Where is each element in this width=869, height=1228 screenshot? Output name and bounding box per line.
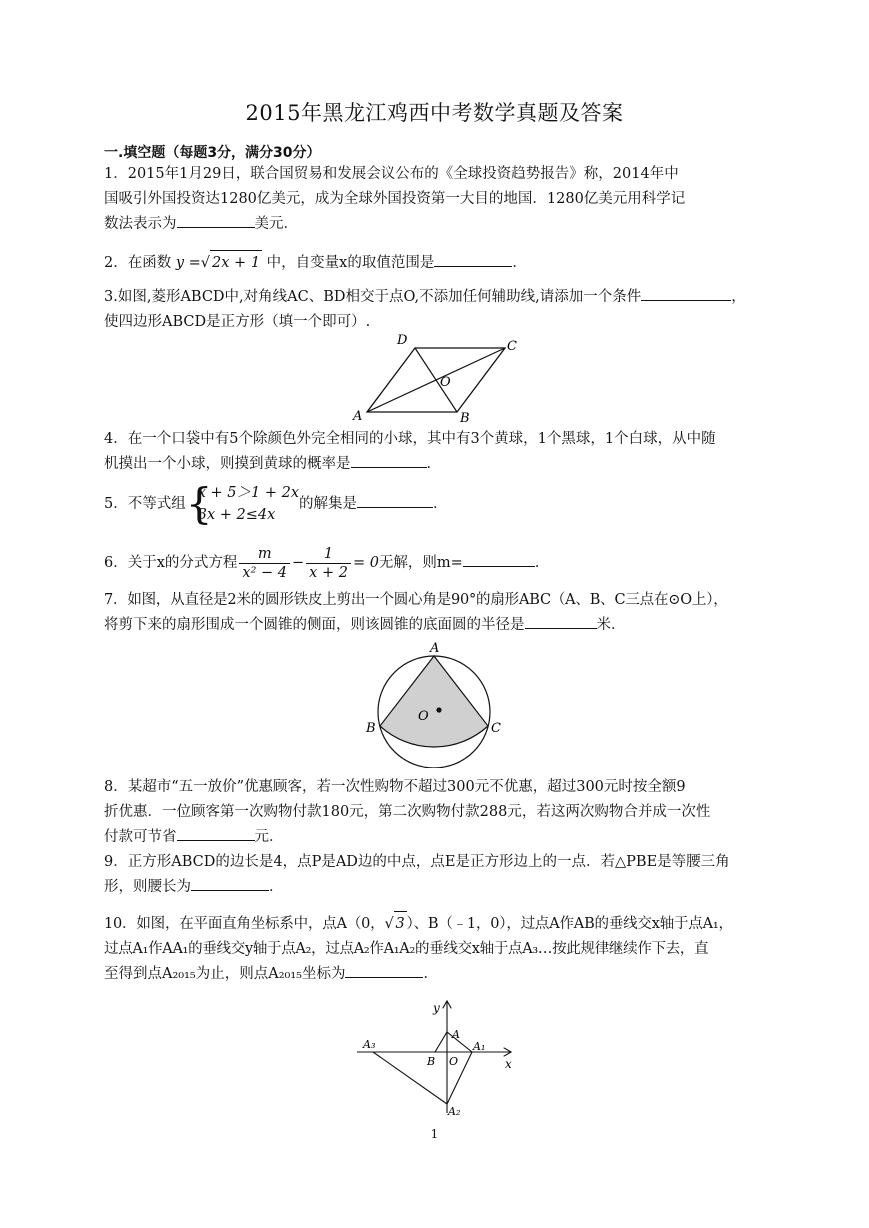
equals-zero: = 0 [352,555,379,571]
q4-line2-end: ． [426,456,441,472]
q3-line1-end: ， [731,289,746,305]
page-title: 2015年黑龙江鸡西中考数学真题及答案 [245,101,624,125]
label-b: B [427,1055,436,1068]
q9-line2-end: ． [269,879,284,895]
spiral-path [373,1032,472,1104]
page-number: 1 [430,1127,439,1141]
q10-line2: 过点A₁作AA₁的垂线交y轴于点A₂，过点A₂作A₁A₂的垂线交x轴于点A₃…按此规律继续作下去，直 [104,941,709,957]
answer-blank[interactable] [177,826,255,841]
q8-line3 [104,825,766,850]
inequality-row-2: 3x + 2≤4x [197,507,276,523]
q9-line2 [104,875,766,900]
minus-sign: − [292,555,305,571]
q7-line2 [104,613,766,638]
q10-line3 [104,962,766,987]
q7-line2-text: 将剪下来的扇形围成一个圆锥的侧面，则该圆锥的底面圆的半径是 [104,617,525,633]
q1-line1: 1．2015年1月29日，联合国贸易和发展会议公布的《全球投资趋势报告》称，2014年中 [104,166,679,182]
q6-suffix: 无解，则m= [378,555,463,571]
question-1 [104,162,766,237]
center-point [436,707,441,712]
q9-line1: 9．正方形ABCD的边长是4，点P是AD边的中点，点E是正方形边上的一点．若△PBE是等腰三角 [104,854,730,870]
label-a: A [452,1028,460,1041]
q10-line1 [104,911,766,937]
q8-line3-end: 元． [254,829,284,845]
q7-line1: 7．如图，从直径是2米的圆形铁皮上剪出一个圆心角是90°的扇形ABC（A、B、C三点在⊙O上）， [104,592,728,608]
frac1-den: x² − 4 [242,564,287,581]
question-7 [104,588,766,638]
q5-prefix: 5．不等式组 [104,496,186,512]
q2-radicand: 2x + 1 [210,250,262,276]
q9-line2-text: 形，则腰长为 [104,879,191,895]
label-o: O [418,709,429,724]
q10-line3-end: ． [423,966,438,982]
coordinate-figure [355,998,525,1120]
q5-end: ． [433,496,448,512]
label-a2: A₂ [448,1105,461,1118]
answer-blank[interactable] [351,453,427,468]
label-o: O [449,1055,459,1068]
label-c: C [507,339,517,354]
label-b: B [366,721,376,736]
q5-suffix: 的解集是 [299,496,358,512]
q7-line2-end: 米． [596,617,626,633]
fraction-1 [306,545,351,582]
label-b: B [460,411,470,425]
q2-line [104,250,766,276]
question-6 [104,543,766,583]
inequality-row-1: x + 5＞1 + 2x [197,485,300,501]
answer-blank[interactable] [434,252,512,267]
answer-blank[interactable] [345,963,423,978]
q8-line2: 折优惠．一位顾客第一次购物付款180元，第二次购物付款288元，若这两次购物合并成一次性 [104,804,711,820]
q4-line2-text: 机摸出一个小球，则摸到黄球的概率是 [104,456,351,472]
q3-line1-text: 3.如图,菱形ABCD中,对角线AC、BD相交于点O,不添加任何辅助线,请添加一个条件 [104,289,642,305]
label-d: D [397,333,408,348]
question-2 [104,250,766,276]
q10-line3-text: 至得到点A₂₀₁₅为止，则点A₂₀₁₅坐标为 [104,966,346,982]
q2-suffix: 中，自变量x的取值范围是 [266,255,435,271]
sqrt-sign: √ [200,255,211,271]
label-a3: A₃ [363,1038,376,1051]
answer-blank[interactable] [525,614,597,629]
q5-line [104,479,766,528]
q6-end: ． [534,555,550,571]
rhombus-figure [345,330,525,425]
q6-prefix: 6．关于x的分式方程 [104,555,238,571]
q3-line1 [104,285,766,310]
sqrt-sign: √ [384,916,394,932]
label-a1: A₁ [473,1040,486,1053]
answer-blank[interactable] [463,552,535,567]
q4-line2 [104,452,766,477]
q1-line2: 国吸引外国投资达1280亿美元，成为全球外国投资第一大目的地国．1280亿美元用科学记 [104,191,686,207]
answer-blank[interactable] [357,493,433,508]
q8-line3-text: 付款可节省 [104,829,177,845]
q2-func-lhs: y = [175,255,201,271]
q1-line3-end: 美元． [254,216,298,232]
diagonal-bd [415,348,457,412]
q10-sqrt3: 3 [394,911,407,937]
frac2-den: x + 2 [309,564,348,581]
label-a: A [430,641,440,656]
label-y: y [433,1001,440,1015]
q1-line3 [104,212,766,237]
section-heading: 一.填空题（每题3分，满分30分） [104,145,321,161]
q2-end: ． [512,255,527,271]
sector-abc [380,656,488,747]
inequality-system [185,479,300,528]
label-a: A [353,409,363,424]
fraction-m [239,545,290,582]
frac1-num: m [239,545,290,564]
q4-line1: 4．在一个口袋中有5个除颜色外完全相同的小球，其中有3个黄球，1个黑球，1个白球，从中随 [104,431,716,447]
question-8 [104,775,766,850]
question-9 [104,850,766,900]
q2-prefix: 2．在函数 [104,255,172,271]
question-10 [104,911,766,987]
question-3 [104,285,766,335]
frac2-num: 1 [306,545,351,564]
label-c: C [491,721,501,736]
question-4 [104,427,766,477]
q10-line1-rest: ）、B（﹣1，0），过点A作AB的垂线交x轴于点A₁， [406,916,733,932]
brace-icon: { [185,479,213,528]
sector-figure [360,640,510,768]
question-5 [104,479,766,528]
q1-line3-text: 数法表示为 [104,216,177,232]
label-o: O [440,375,451,390]
q3-line2: 使四边形ABCD是正方形（填一个即可）. [104,314,371,330]
q8-line1: 8．某超市“五一放价”优惠顾客，若一次性购物不超过300元不优惠，超过300元时按全额9 [104,779,686,795]
label-x: x [505,1057,512,1071]
answer-blank[interactable] [641,286,731,301]
answer-blank[interactable] [191,876,269,891]
answer-blank[interactable] [177,213,255,228]
q10-line1-text: 10．如图，在平面直角坐标系中，点A（0， [104,916,385,932]
q6-line [104,543,766,583]
